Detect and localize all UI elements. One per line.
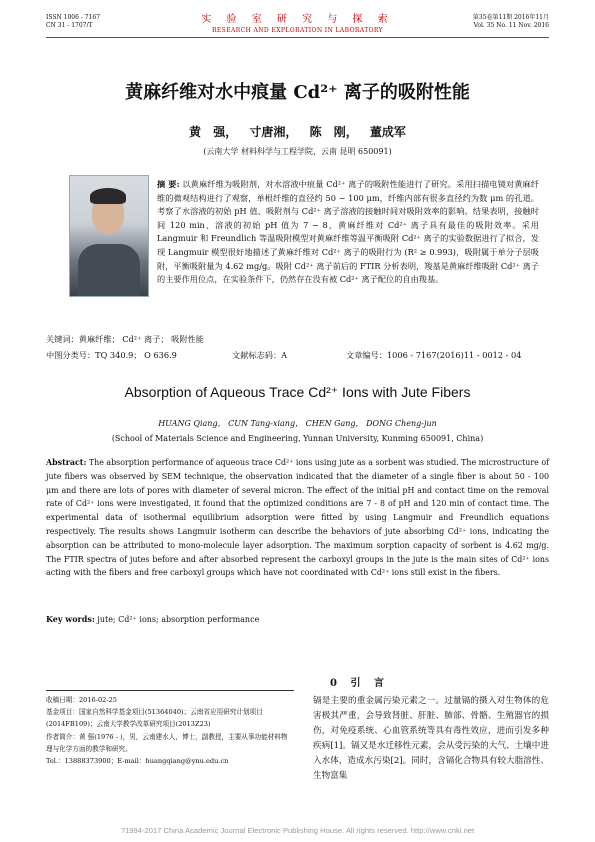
abstract-cn-text: 以黄麻纤维为吸附剂，对水溶液中痕量 Cd²⁺ 离子的吸附性能进行了研究。采用扫描电镜对黄麻纤维的微观结构进行了观察，单根纤维的直径约 50 ~ 100 μm，纤维内部有很多直径约为数 μm 的孔道。考察了水溶液的初始 pH 值、吸附剂与 Cd²⁺ 离子溶液的接触时间对吸附效率的影响。结果表明，接触时间 120 min、溶液的初始 pH 值为 7 ~ 8，黄麻纤维对 Cd²⁺ 离子具有最佳的吸附效率。采用 Langmuir 和 Freundlich 等温吸附模型对黄麻纤维等温平衡吸附 Cd²⁺ 离子的实验数据进行了拟合，发现 Langmuir 模型很好地描述了黄麻纤维对 Cd²⁺ 离子的吸附行为 (R² ≥ 0.993)，吸附属于单分子层吸附，平衡吸附量为 4.62 mg/g。吸附 Cd²⁺ 离子前后的 FTIR 分析表明，羧基是黄麻纤维吸附 Cd²⁺ 离子的主要作用位点，在实验条件下，仍然存在没有被 Cd²⁺ 离子配位的自由羧基。 bbox=[157, 179, 539, 285]
abstract-cn bbox=[157, 178, 539, 287]
clc-number: 中图分类号：TQ 340.9； O 636.9 bbox=[46, 350, 177, 360]
cn-number: CN 31 - 1707/T bbox=[46, 22, 93, 29]
issue-info bbox=[473, 14, 549, 30]
keywords-en-label: Key words: bbox=[46, 614, 95, 624]
footnote-rule bbox=[46, 690, 294, 691]
issue-cn: 第35卷第11期 2016年11月 bbox=[472, 14, 549, 21]
issn: ISSN 1006 - 7167 bbox=[46, 14, 101, 21]
keywords-en bbox=[46, 614, 259, 624]
photo-hair bbox=[90, 188, 126, 204]
abstract-en-label: Abstract: bbox=[46, 458, 87, 467]
affiliation-cn: (云南大学 材料科学与工程学院，云南 昆明 650091) bbox=[203, 147, 392, 156]
journal-title-en: RESEARCH AND EXPLORATION IN LABORATORY bbox=[211, 27, 384, 34]
document-code: 文献标志码：A bbox=[232, 350, 288, 360]
section-heading: 0 引 言 bbox=[330, 678, 384, 689]
keywords-cn: 关键词：黄麻纤维； Cd²⁺ 离子； 吸附性能 bbox=[46, 334, 204, 344]
authors-cn: 黄 强， 寸唐湘， 陈 刚， 董成军 bbox=[189, 125, 406, 139]
keywords-en-text: jute; Cd²⁺ ions; absorption performance bbox=[97, 615, 260, 624]
footnotes bbox=[46, 694, 294, 767]
affiliation-en: (School of Materials Science and Engineering, Yunnan University, Kunming 650091, China) bbox=[111, 434, 484, 443]
footnote-received: 收稿日期：2016-02-25 bbox=[46, 696, 117, 704]
abstract-en-text: The absorption performance of aqueous trace Cd²⁺ ions using jute as a sorbent was studied. The microstructure of jute fibers was observed by SEM technique, the observation indicated that the diameter of a single fiber is about 50 - 100 μm and there are lots of pores with diameter of several micron. The effect of the initial pH and contact time on the removal rate of Cd²⁺ ions were investigated, it found that the optimized conditions are 7 - 8 of pH and 120 min of contact time. The experimental data of isothermal equilibrium adsorption were fitted by using Langmuir and Freundlich equations respectively. The results shows Langmuir isotherm can describe the behaviors of jute absorbing Cd²⁺ ions, indicating the absorption can be attributed to mono-molecule layer adsorption. The maximum sorption capacity of sorbent is 4.62 mg/g. The FTIR spectra of jutes before and after absorbed represent the carboxyl groups in the jute is the main sites of Cd²⁺ ions acting with the fibers and free carboxyl groups which have not coordinated with Cd²⁺ ions still exist in the fibers. bbox=[46, 458, 549, 578]
intro-paragraph: 镉是主要的重金属污染元素之一。过量镉的摄入对生物体的危害极其严重，会导致肾脏、肝脏、肺部、骨骼、生殖器官的损伤，对免疫系统、心血管系统等具有毒性效应，进而引发多种疾病[1]。镉又是水迁移性元素，会从受污染的大气、土壤中进入水体，造成水污染[2]。同时，含镉化合物具有较大脂溶性、生物富集 bbox=[313, 696, 549, 781]
authors-en: HUANG Qiang， CUN Tang-xiang， CHEN Gang， DONG Cheng-jun bbox=[158, 419, 437, 428]
issue-en: Vol. 35 No. 11 Nov. 2016 bbox=[473, 22, 549, 29]
photo-shirt bbox=[78, 244, 140, 296]
journal-title-cn: 实 验 室 研 究 与 探 索 bbox=[201, 14, 394, 25]
abstract-cn-label: 摘 要: bbox=[157, 179, 180, 189]
footnote-funding: 基金项目：国家自然科学基金项目(51364040)；云南省应用研究计划项目(2014FB109)；云南大学教学改革研究项目(2013Z23) bbox=[46, 708, 263, 729]
footnote-author-bio: 作者简介：黄 强(1976 - )，男，云南建水人，博士，副教授，主要从事功能材料物理与化学方面的教学和研究。 bbox=[46, 732, 288, 753]
header-rule bbox=[46, 37, 549, 38]
title-cn: 黄麻纤维对水中痕量 Cd²⁺ 离子的吸附性能 bbox=[125, 82, 470, 103]
page-footer: ?1994-2017 China Academic Journal Electronic Publishing House. All rights reserved. http://www.cnki.net bbox=[120, 826, 475, 835]
author-photo bbox=[69, 175, 149, 297]
article-number: 文章编号：1006 - 7167(2016)11 - 0012 - 04 bbox=[346, 350, 522, 360]
footnote-contact: Tel.：13888373900；E-mail：huangqiang@ynu.edu.cn bbox=[46, 757, 229, 766]
title-en: Absorption of Aqueous Trace Cd²⁺ Ions with Jute Fibers bbox=[124, 384, 471, 400]
abstract-en bbox=[46, 456, 549, 580]
